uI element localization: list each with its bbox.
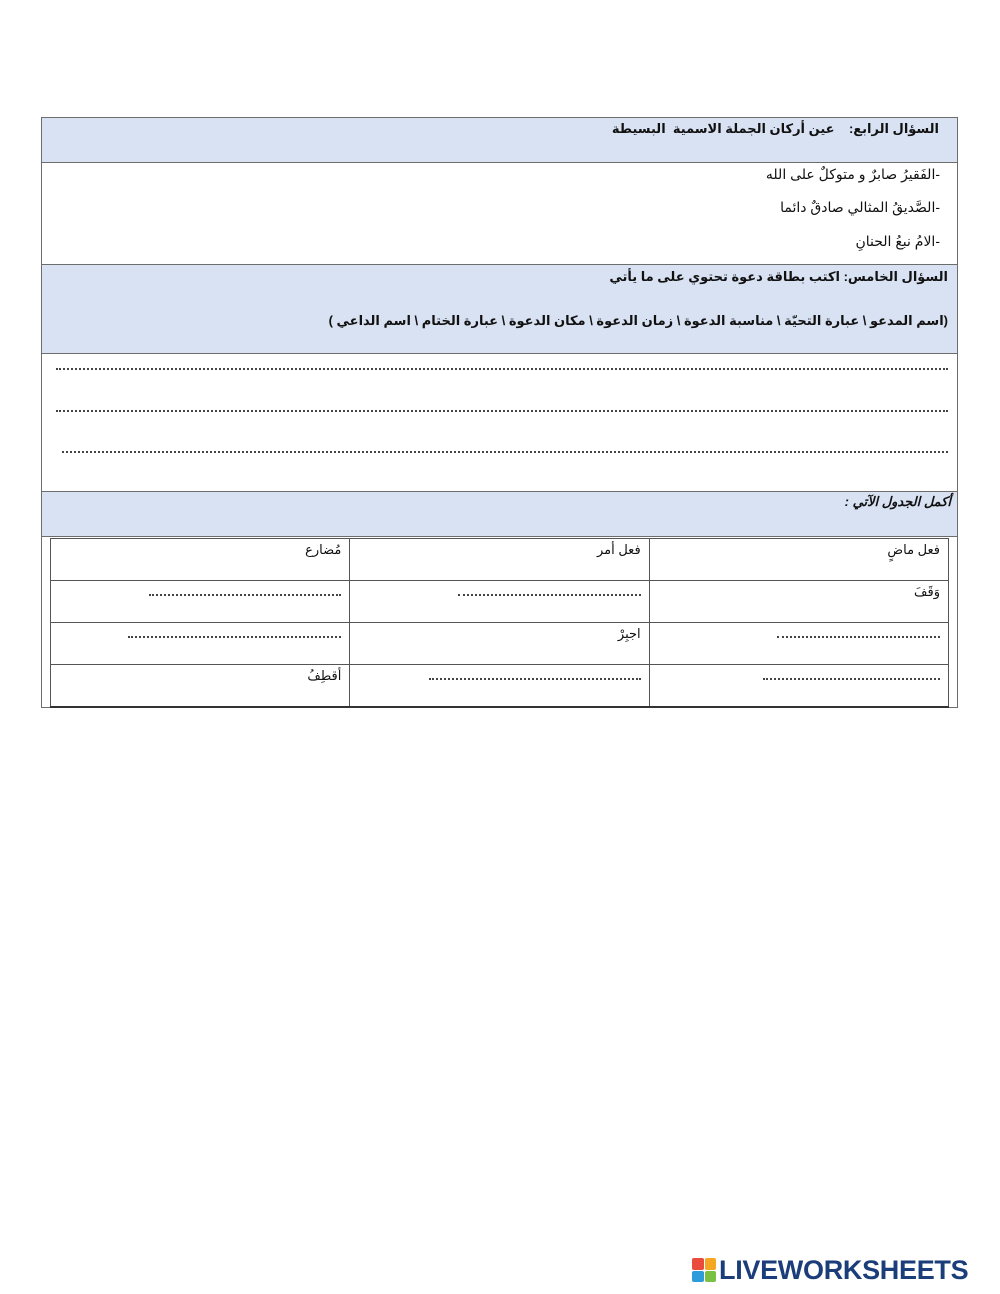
question4-title: السؤال الرابع: عين أركان الجملة الاسمية البسيطة: [611, 121, 939, 136]
cell-past-3[interactable]: [649, 665, 948, 707]
logo-square-2: [705, 1258, 717, 1270]
question4-body: [41, 162, 958, 265]
verb-table-wrapper: [41, 536, 958, 708]
logo-square-3: [692, 1271, 704, 1283]
question5-header: [41, 264, 958, 354]
question5-elements: (اسم المدعو \ عبارة التحيّة \ مناسبة الدعوة \ زمان الدعوة \ مكان الدعوة \ عبارة الختام \ اسم الداعي ): [328, 313, 948, 328]
logo-mark-icon: [692, 1258, 716, 1282]
cell-imperative-2: اجبِرْ: [350, 623, 649, 665]
answer-line-2[interactable]: [56, 410, 948, 412]
table-row: [51, 623, 949, 665]
cell-present-3: أقطِفُ: [51, 665, 350, 707]
cell-present-2[interactable]: [51, 623, 350, 665]
liveworksheets-logo: [692, 1254, 969, 1285]
logo-text: LIVEWORKSHEETS: [719, 1254, 969, 1285]
answer-line-1[interactable]: [56, 368, 948, 370]
header-past-verb: فعل ماضٍ: [649, 539, 948, 581]
question6-header: [41, 491, 958, 537]
cell-imperative-1[interactable]: [350, 581, 649, 623]
table-row: [51, 665, 949, 707]
sentence-2: -الصَّديقُ المثالي صادقٌ دائما: [780, 199, 940, 215]
table-row: [51, 581, 949, 623]
question6-title: أكمل الجدول الآتي :: [844, 494, 951, 509]
header-present-verb: مُضارع: [51, 539, 350, 581]
invitation-answer-area: [41, 353, 958, 492]
header-imperative-verb: فعل أمر: [350, 539, 649, 581]
cell-present-1[interactable]: [51, 581, 350, 623]
question4-header: [41, 117, 958, 163]
verb-table: [50, 538, 949, 708]
question5-title: السؤال الخامس: اكتب بطاقة دعوة تحتوي على ما يأتي: [609, 269, 948, 284]
cell-past-2[interactable]: [649, 623, 948, 665]
cell-imperative-3[interactable]: [350, 665, 649, 707]
table-header-row: [51, 539, 949, 581]
sentence-1: -الفَقيرُ صابرٌ و متوكلٌ على الله: [765, 166, 940, 182]
answer-line-3[interactable]: [62, 451, 948, 453]
logo-square-4: [705, 1271, 717, 1283]
cell-past-1: وَقَفَ: [649, 581, 948, 623]
sentence-3: -الامُ نبعُ الحنانِ: [855, 233, 940, 249]
logo-square-1: [692, 1258, 704, 1270]
